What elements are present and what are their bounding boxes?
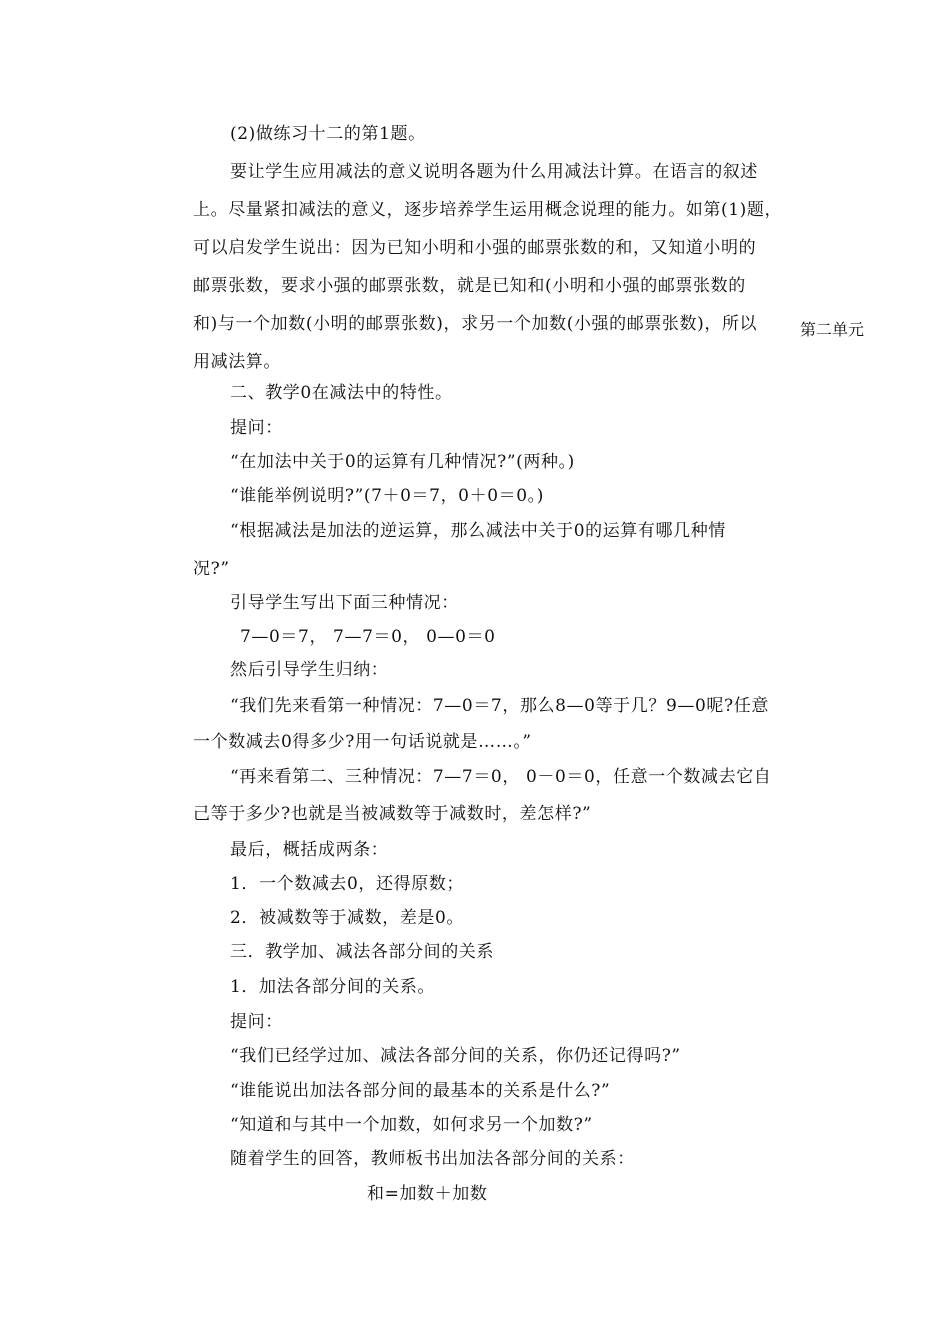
text-line: 况?” xyxy=(193,559,230,579)
text-line: 最后，概括成两条： xyxy=(230,840,389,860)
text-line: 己等于多少?也就是当被减数等于减数时，差怎样?” xyxy=(193,804,592,824)
text-line: 提问： xyxy=(230,418,283,438)
text-line: “谁能说出加法各部分间的最基本的关系是什么?” xyxy=(230,1081,611,1101)
subsection-heading: 1．加法各部分间的关系。 xyxy=(230,977,436,997)
section-heading: 二、教学0在减法中的特性。 xyxy=(230,383,453,403)
text-line: “我们已经学过加、减法各部分间的关系，你仍还记得吗?” xyxy=(230,1046,681,1066)
text-line: 可以启发学生说出：因为已知小明和小强的邮票张数的和，又知道小明的 xyxy=(193,238,757,258)
text-line: 和)与一个加数(小明的邮票张数)，求另一个加数(小强的邮票张数)，所以 xyxy=(193,314,758,334)
list-item: 2．被减数等于减数，差是0。 xyxy=(230,908,465,928)
text-line: (2)做练习十二的第1题。 xyxy=(230,124,426,144)
text-line: 邮票张数，要求小强的邮票张数，就是已知和(小明和小强的邮票张数的 xyxy=(193,276,746,296)
text-line: 用减法算。 xyxy=(193,352,281,372)
text-line: “我们先来看第一种情况：7—0＝7，那么8—0等于几？9—0呢?任意 xyxy=(230,696,769,716)
text-line: “再来看第二、三种情况：7—7＝0， 0－0＝0，任意一个数减去它自 xyxy=(230,767,772,787)
text-line: “知道和与其中一个加数，如何求另一个加数?” xyxy=(230,1115,593,1135)
text-line: 提问： xyxy=(230,1012,283,1032)
text-line: 引导学生写出下面三种情况： xyxy=(230,593,459,613)
text-line: 上。尽量紧扣减法的意义，逐步培养学生运用概念说理的能力。如第(1)题， xyxy=(193,200,783,220)
list-item: 1．一个数减去0，还得原数； xyxy=(230,874,465,894)
formula-line: 和=加数＋加数 xyxy=(367,1184,488,1204)
text-line: “根据减法是加法的逆运算，那么减法中关于0的运算有哪几种情 xyxy=(230,521,726,541)
unit-label: 第二单元 xyxy=(800,320,865,339)
text-line: “谁能举例说明?”(7＋0＝7，0＋0＝0。) xyxy=(230,486,544,506)
equation-line: 7—0＝7， 7—7＝0， 0—0＝0 xyxy=(240,627,496,647)
text-line: 然后引导学生归纳： xyxy=(230,660,389,680)
text-line: 一个数减去0得多少?用一句话说就是……。” xyxy=(193,732,532,752)
text-line: 随着学生的回答，教师板书出加法各部分间的关系： xyxy=(230,1149,635,1169)
text-line: “在加法中关于0的运算有几种情况?”(两种。) xyxy=(230,452,575,472)
section-heading: 三．教学加、减法各部分间的关系 xyxy=(230,942,494,962)
text-line: 要让学生应用减法的意义说明各题为什么用减法计算。在语言的叙述 xyxy=(230,162,758,182)
